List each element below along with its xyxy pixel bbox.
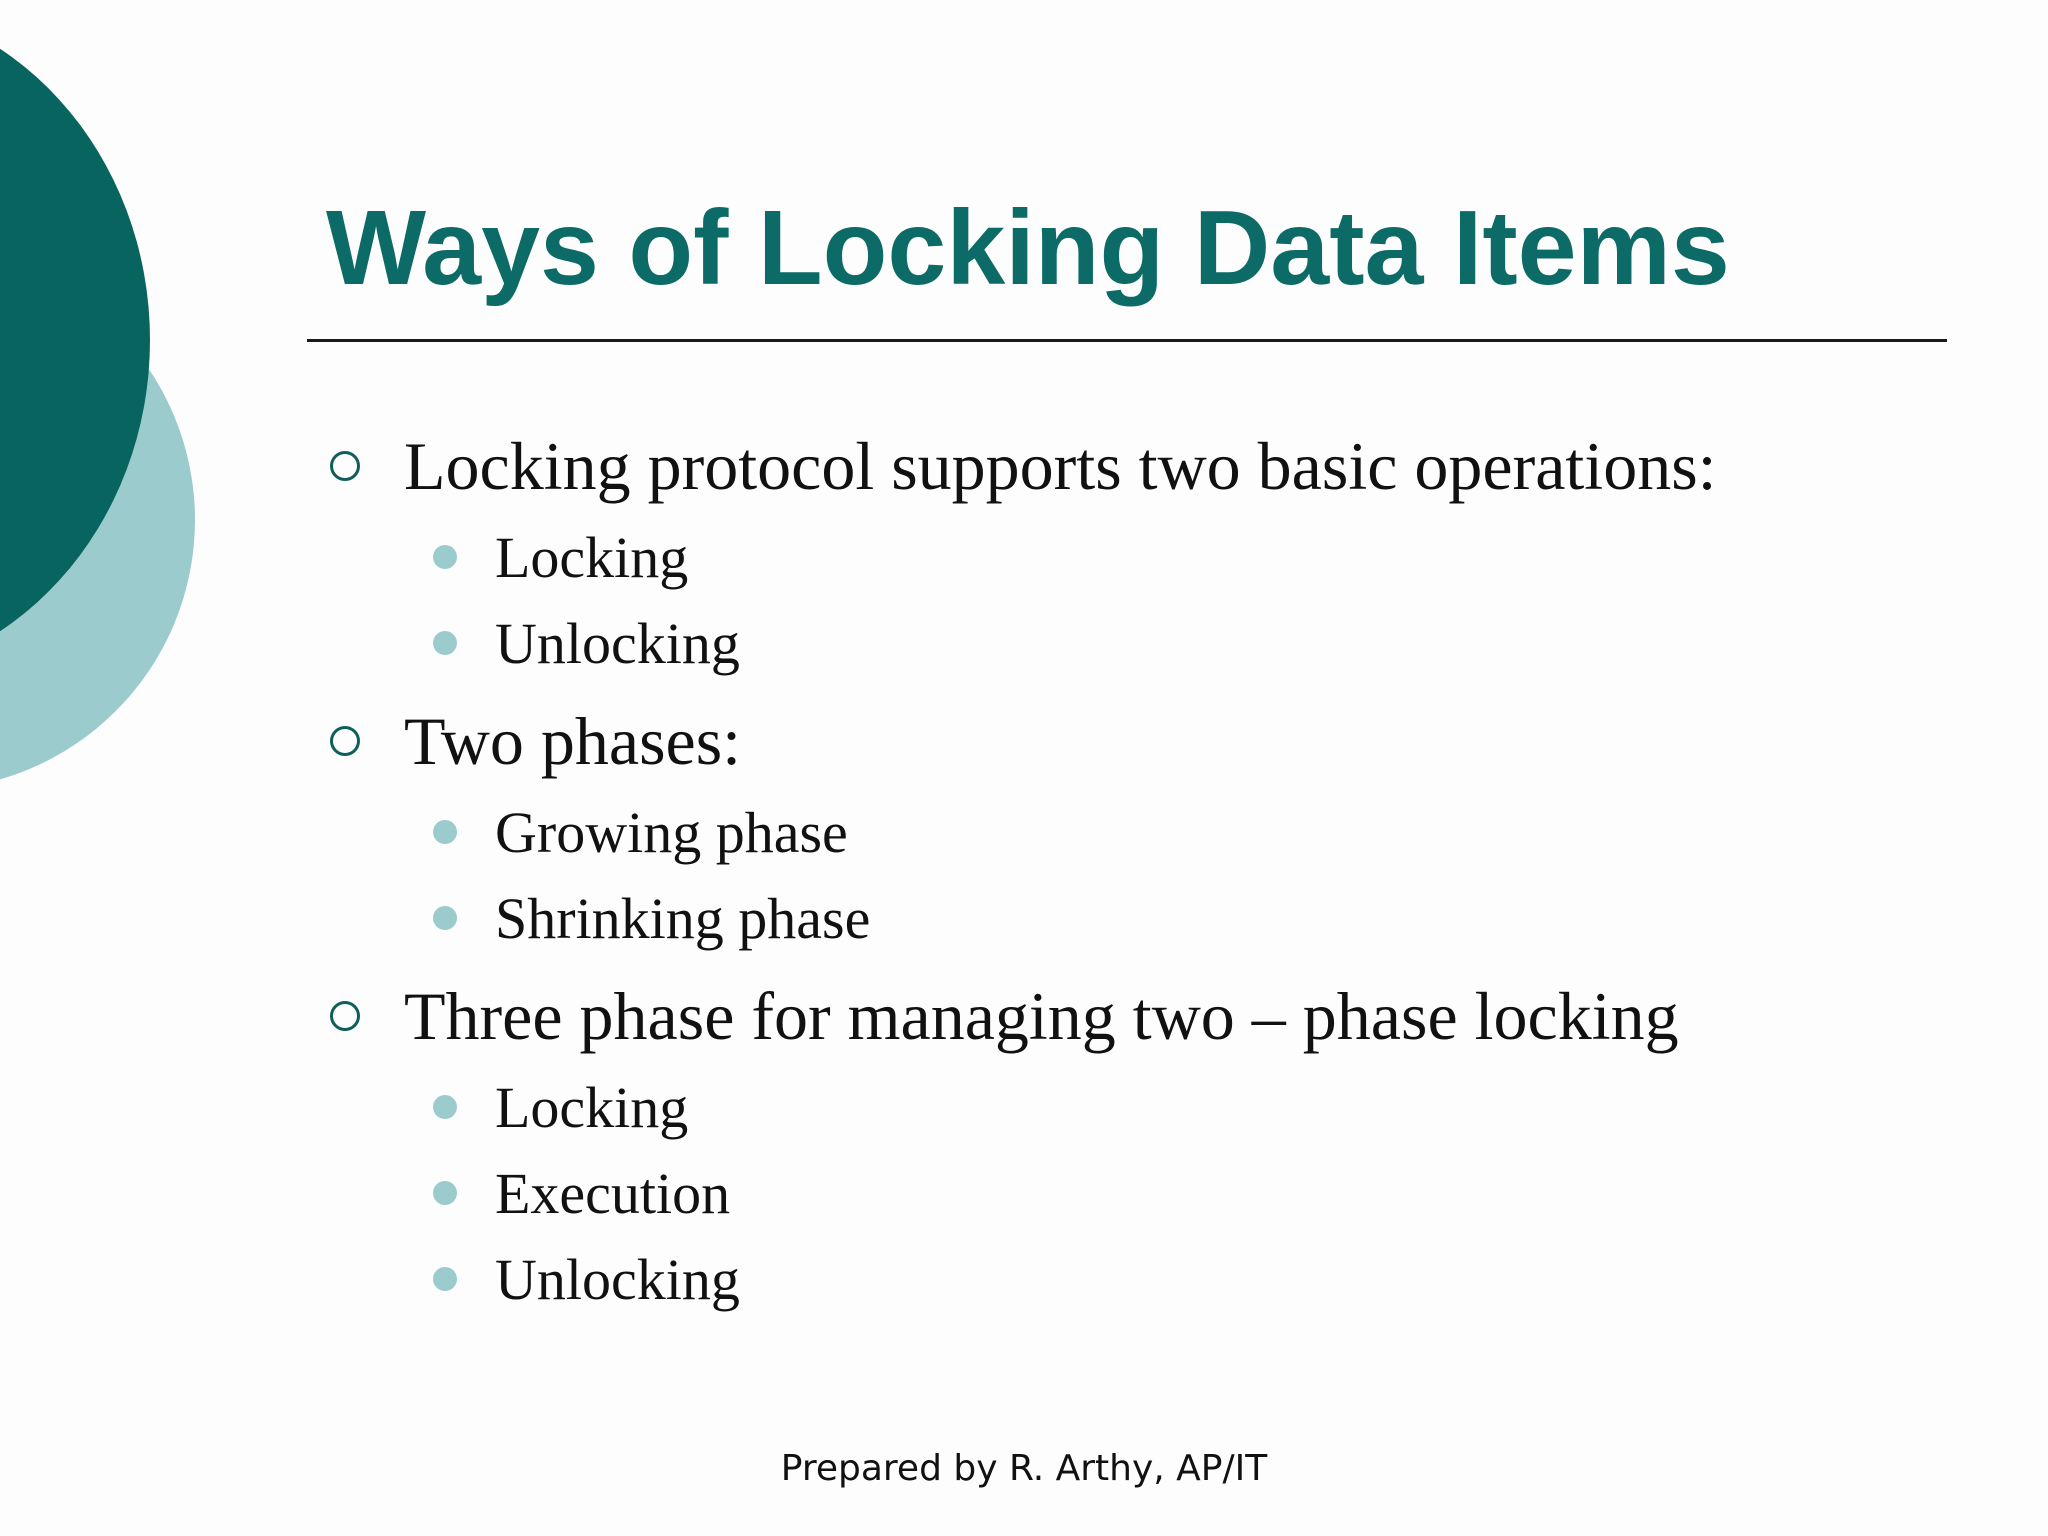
sub-bullet-text: Locking <box>495 1074 689 1140</box>
filled-dot-bullet-icon <box>433 906 457 930</box>
sub-bullet-item <box>433 883 870 953</box>
filled-dot-bullet-icon <box>433 1095 457 1119</box>
sub-bullet-item <box>433 1244 740 1314</box>
sub-bullet-item <box>433 1158 730 1228</box>
filled-dot-bullet-icon <box>433 1267 457 1291</box>
bullet-text: Three phase for managing two – phase locking <box>404 977 1679 1054</box>
sub-bullet-text: Shrinking phase <box>495 885 871 951</box>
title-divider <box>307 339 1947 342</box>
hollow-ring-bullet-icon <box>330 451 360 481</box>
sub-bullet-text: Execution <box>495 1160 731 1226</box>
bullet-item <box>330 974 1679 1058</box>
hollow-ring-bullet-icon <box>330 726 360 756</box>
bullet-item <box>330 699 741 783</box>
bullet-text: Locking protocol supports two basic operations: <box>404 427 1717 504</box>
hollow-ring-bullet-icon <box>330 1001 360 1031</box>
bullet-text: Two phases: <box>404 702 742 779</box>
sub-bullet-text: Unlocking <box>495 1246 740 1312</box>
filled-dot-bullet-icon <box>433 820 457 844</box>
slide-title: Ways of Locking Data Items <box>326 189 1730 307</box>
sub-bullet-item <box>433 608 740 678</box>
filled-dot-bullet-icon <box>433 631 457 655</box>
slide-footer: Prepared by R. Arthy, AP/IT <box>780 1448 1268 1489</box>
sub-bullet-item <box>433 797 848 867</box>
sub-bullet-item <box>433 522 688 592</box>
bullet-item <box>330 424 1717 508</box>
filled-dot-bullet-icon <box>433 1181 457 1205</box>
filled-dot-bullet-icon <box>433 545 457 569</box>
sub-bullet-text: Unlocking <box>495 610 740 676</box>
sub-bullet-text: Locking <box>495 524 689 590</box>
sub-bullet-text: Growing phase <box>495 799 848 865</box>
sub-bullet-item <box>433 1072 688 1142</box>
